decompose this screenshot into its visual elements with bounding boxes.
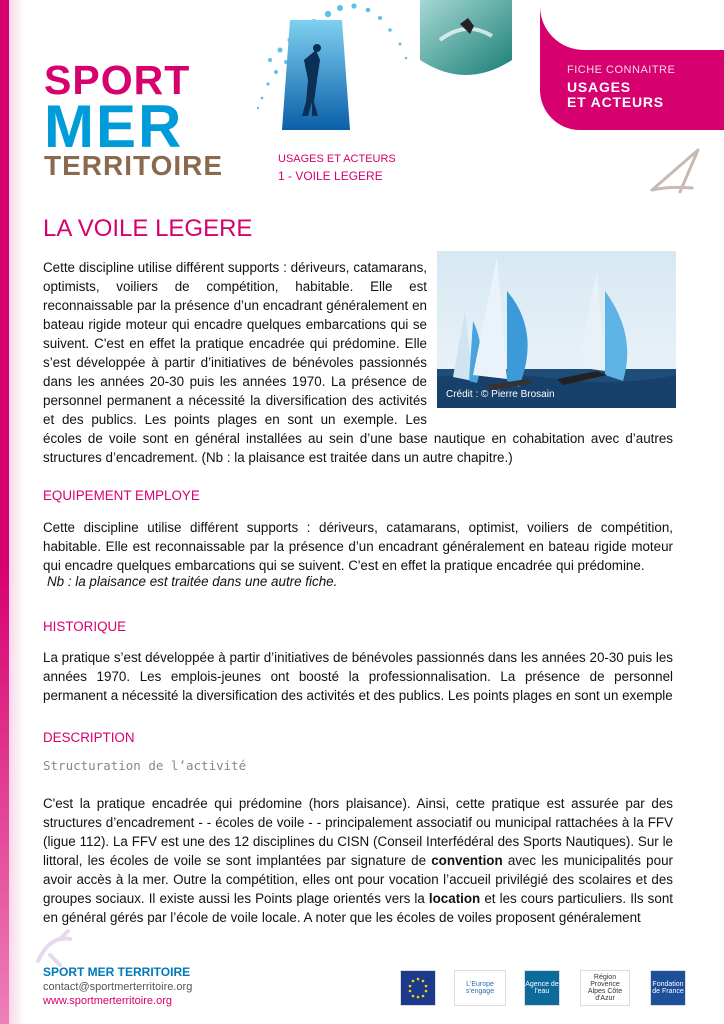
description-text-part: C'est la pratique encadrée qui prédomine (hors plaisance). Ainsi, cette pratique est assurée par des structures d’encadrement - - écoles de voile - - principalement associatif ou municipal rattachées à la FFV (ligue 112). La FFV est une des 12 disciplines du CISN (Conseil Interfédéral des Sports Nautiques). Sur le littoral, les écoles de voile se sont implantées par signature de bbox=[43, 796, 673, 868]
logo-territoire: TERRITOIRE bbox=[44, 150, 224, 181]
description-text-part: avec les municipalités pour avoir accès à la mer. Outre la compétition, elles ont pour vocation l’accueil privilégié des scolaires et des groupes sociaux. Il existe aussi les Points plage orientés vers la bbox=[43, 853, 673, 906]
logo-mer: MER bbox=[44, 93, 184, 160]
description-text bbox=[43, 794, 673, 927]
sailboat-sketch-icon bbox=[640, 140, 710, 200]
intro-line: personnel permanent a nécessité la diversification des activités bbox=[43, 393, 427, 408]
heading-description: DESCRIPTION bbox=[43, 730, 135, 745]
footer-figure-icon bbox=[30, 925, 90, 970]
footer-org-name: SPORT MER TERRITOIRE bbox=[43, 965, 191, 979]
sailing-photo bbox=[437, 251, 676, 408]
intro-line: et des publics. Les points plages en sont un exemple. Les bbox=[43, 412, 427, 427]
equipement-text: Cette discipline utilise différent supports : dériveurs, catamarans, optimist, voiliers de compétition, habitable. Elle est reconnaissable par la présence d’un encadrant généralement en bateau rigide moteur qui encadre quelques embarcations qui se suivent. C'est en effet la pratique encadrée qui prédomine. bbox=[43, 520, 673, 573]
equipement-note: Nb : la plaisance est traitée dans une autre fiche. bbox=[47, 574, 338, 589]
partner-logo-region: Région Provence Alpes Côte d'Azur bbox=[580, 970, 630, 1006]
intro-paragraph-rest: écoles de voile sont en général installées au sein d’une base nautique en cohabitation avec d’autres structures d’encadrement. (Nb : la plaisance est traitée dans un autre chapitre.) bbox=[43, 431, 673, 465]
panel-title bbox=[567, 80, 664, 110]
heading-equipement: EQUIPEMENT EMPLOYE bbox=[43, 488, 200, 503]
surfer-photo bbox=[420, 0, 512, 76]
eu-flag-logo bbox=[400, 970, 436, 1006]
footer-email[interactable]: contact@sportmerterritoire.org bbox=[43, 981, 193, 993]
intro-line: dans les années 20-30 puis les années 1970. La présence de bbox=[43, 374, 427, 389]
intro-line: optimists, voiliers de compétition, habitable. Elle est bbox=[43, 279, 427, 294]
partner-logo-europe: L'Europe s'engage bbox=[454, 970, 506, 1006]
historique-text: La pratique s’est développée à partir d’initiatives de bénévoles passionnés dans les années 20-30 puis les années 1970. Les emplois-jeunes ont boosté la professionnalisation. La présence de personnel permanent a nécessité la diversification des activités et des publics. Les points plages en sont un exemple bbox=[43, 650, 673, 703]
description-subheading: Structuration de l’activité bbox=[43, 758, 247, 773]
panel-title-line1: USAGES bbox=[567, 79, 631, 95]
breadcrumb-item: 1 - VOILE LEGERE bbox=[278, 169, 383, 183]
intro-line: bateau rigide moteur qui encadre quelques embarcations qui se bbox=[43, 317, 427, 332]
intro-line: reconnaissable par la présence d’un encadrant généralement en bbox=[43, 298, 427, 313]
logo-sport: SPORT bbox=[44, 57, 191, 103]
panel-title-line2: ET ACTEURS bbox=[567, 94, 664, 110]
panel-kicker: FICHE CONNAITRE bbox=[567, 64, 676, 76]
intro-line: suivent. C'est en effet la pratique encadrée qui prédomine. Elle bbox=[43, 336, 427, 351]
description-bold-convention: convention bbox=[431, 853, 503, 868]
description-bold-location: location bbox=[428, 891, 481, 906]
partner-logo-fondation: Fondation de France bbox=[650, 970, 686, 1006]
diver-photo bbox=[282, 20, 350, 130]
intro-line: Cette discipline utilise différent supports : dériveurs, catamarans, bbox=[43, 260, 427, 275]
photo-credit: Crédit : © Pierre Brosain bbox=[446, 389, 555, 400]
description-text-part: et les cours particuliers. Ils sont en général gérés par l’école de voile locale. A noter que les écoles de voiles proposent généralement bbox=[43, 891, 673, 925]
left-edge-bar bbox=[0, 0, 9, 1024]
header-panel-cut bbox=[540, 0, 724, 50]
page-title: LA VOILE LEGERE bbox=[43, 215, 253, 242]
intro-paragraph bbox=[43, 258, 427, 429]
eu-stars-icon bbox=[406, 976, 430, 1000]
breadcrumb-section: USAGES ET ACTEURS bbox=[278, 153, 396, 165]
partner-logo-agence-eau: Agence de l'eau bbox=[524, 970, 560, 1006]
heading-historique: HISTORIQUE bbox=[43, 619, 127, 634]
footer-url[interactable]: www.sportmerterritoire.org bbox=[43, 995, 172, 1007]
intro-line: s’est développée à partir d’initiatives de bénévoles passionnés bbox=[43, 355, 427, 370]
